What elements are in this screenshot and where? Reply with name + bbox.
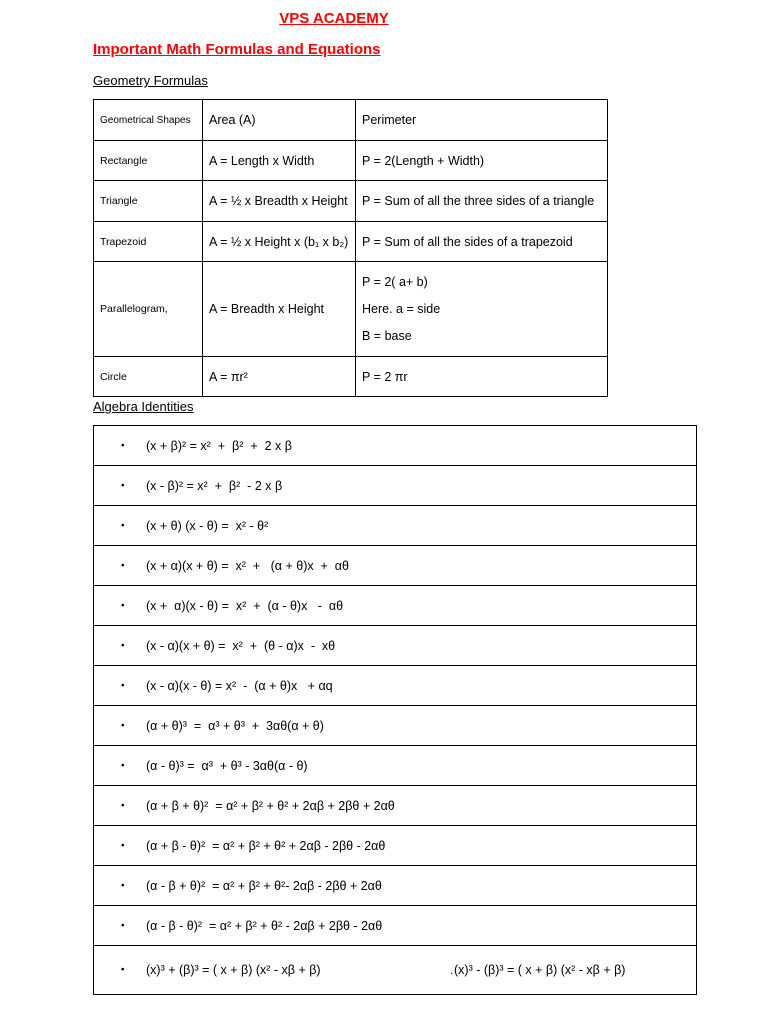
bullet-icon: •	[121, 640, 125, 651]
shape-cell: Parallelogram,	[94, 262, 203, 357]
table-row	[94, 357, 608, 397]
perimeter-cell: P = Sum of all the sides of a trapezoid	[356, 222, 608, 262]
shape-cell: Trapezoid	[94, 222, 203, 262]
identity-formula: (x)³ - (β)³ = ( x + β) (x² - xβ + β)	[454, 963, 626, 977]
identity-formula: (α + θ)³ = α³ + θ³ + 3αθ(α + θ)	[146, 718, 324, 733]
bullet-icon: •	[121, 920, 125, 931]
bullet-icon: •	[121, 964, 125, 976]
identity-formula: (x + β)² = x² + β² + 2 x β	[146, 438, 292, 453]
column-header-area: Area (A)	[203, 100, 356, 141]
perimeter-line: Here. a = side	[362, 301, 441, 316]
identity-row	[94, 946, 697, 995]
identity-formula: (α - β + θ)² = α² + β² + θ²- 2αβ - 2βθ + 2αθ	[146, 878, 382, 893]
area-cell: A = Breadth x Height	[203, 262, 356, 357]
algebra-table	[93, 425, 697, 995]
shape-cell: Rectangle	[94, 141, 203, 181]
identity-row	[94, 826, 697, 866]
table-row	[94, 181, 608, 222]
area-cell: A = πr²	[203, 357, 356, 397]
bullet-icon: •	[121, 680, 125, 691]
identity-formula: (x + α)(x - θ) = x² + (α - θ)x - αθ	[146, 598, 344, 613]
identity-row	[94, 786, 697, 826]
perimeter-cell: P = 2(Length + Width)	[356, 141, 608, 181]
area-cell: A = ½ x Breadth x Height	[203, 181, 356, 222]
perimeter-cell: P = 2 πr	[356, 357, 608, 397]
identity-formula: (x - α)(x - θ) = x² - (α + θ)x + αq	[146, 678, 333, 693]
identity-formula: (x - α)(x + θ) = x² + (θ - α)x - xθ	[146, 638, 336, 653]
identity-row	[94, 626, 697, 666]
identity-formula: (α + β + θ)² = α² + β² + θ² + 2αβ + 2βθ + 2αθ	[146, 798, 395, 813]
document-subtitle: Important Math Formulas and Equations	[93, 41, 381, 58]
identity-row	[94, 666, 697, 706]
identity-row	[94, 506, 697, 546]
identity-formula: (α - β - θ)² = α² + β² + θ² - 2αβ + 2βθ - 2αθ	[146, 918, 383, 933]
identity-formula: (x + α)(x + θ) = x² + (α + θ)x + αθ	[146, 558, 349, 573]
area-cell: A = ½ x Height x (b₁ x b₂)	[203, 222, 356, 262]
bullet-icon: •	[121, 760, 125, 771]
bullet-icon: •	[121, 720, 125, 731]
bullet-icon: •	[121, 560, 125, 571]
identity-formula: (x)³ + (β)³ = ( x + β) (x² - xβ + β)	[146, 963, 321, 977]
identity-row	[94, 466, 697, 506]
perimeter-line: P = 2( a+ b)	[362, 274, 428, 289]
table-row	[94, 222, 608, 262]
identity-row	[94, 746, 697, 786]
identity-row	[94, 546, 697, 586]
perimeter-cell	[356, 262, 608, 357]
geometry-heading: Geometry Formulas	[93, 73, 208, 88]
bullet-icon: •	[121, 800, 125, 811]
bullet-icon: •	[121, 880, 125, 891]
column-header-shape: Geometrical Shapes	[94, 100, 203, 141]
table-row	[94, 141, 608, 181]
column-header-perimeter: Perimeter	[356, 100, 608, 141]
geometry-table	[93, 99, 608, 397]
bullet-icon: •	[121, 480, 125, 491]
bullet-icon: •	[121, 840, 125, 851]
shape-cell: Triangle	[94, 181, 203, 222]
bullet-icon: •	[121, 520, 125, 531]
shape-cell: Circle	[94, 357, 203, 397]
identity-formula: (x + θ) (x - θ) = x² - θ²	[146, 518, 269, 533]
perimeter-cell: P = Sum of all the three sides of a triangle	[356, 181, 608, 222]
bullet-icon: .	[450, 963, 454, 977]
identity-row	[94, 586, 697, 626]
identity-row	[94, 906, 697, 946]
identity-row	[94, 866, 697, 906]
geometry-header-row	[94, 100, 608, 141]
identity-row	[94, 706, 697, 746]
table-row	[94, 262, 608, 357]
perimeter-line: B = base	[362, 328, 412, 343]
identity-formula: (α + β - θ)² = α² + β² + θ² + 2αβ - 2βθ - 2αθ	[146, 838, 386, 853]
document-title: VPS ACADEMY	[279, 10, 389, 27]
algebra-heading: Algebra Identities	[93, 399, 194, 414]
identity-formula: (x - β)² = x² + β² - 2 x β	[146, 478, 283, 493]
bullet-icon: •	[121, 440, 125, 451]
bullet-icon: •	[121, 600, 125, 611]
area-cell: A = Length x Width	[203, 141, 356, 181]
identity-row	[94, 426, 697, 466]
identity-formula: (α - θ)³ = α³ + θ³ - 3αθ(α - θ)	[146, 758, 308, 773]
